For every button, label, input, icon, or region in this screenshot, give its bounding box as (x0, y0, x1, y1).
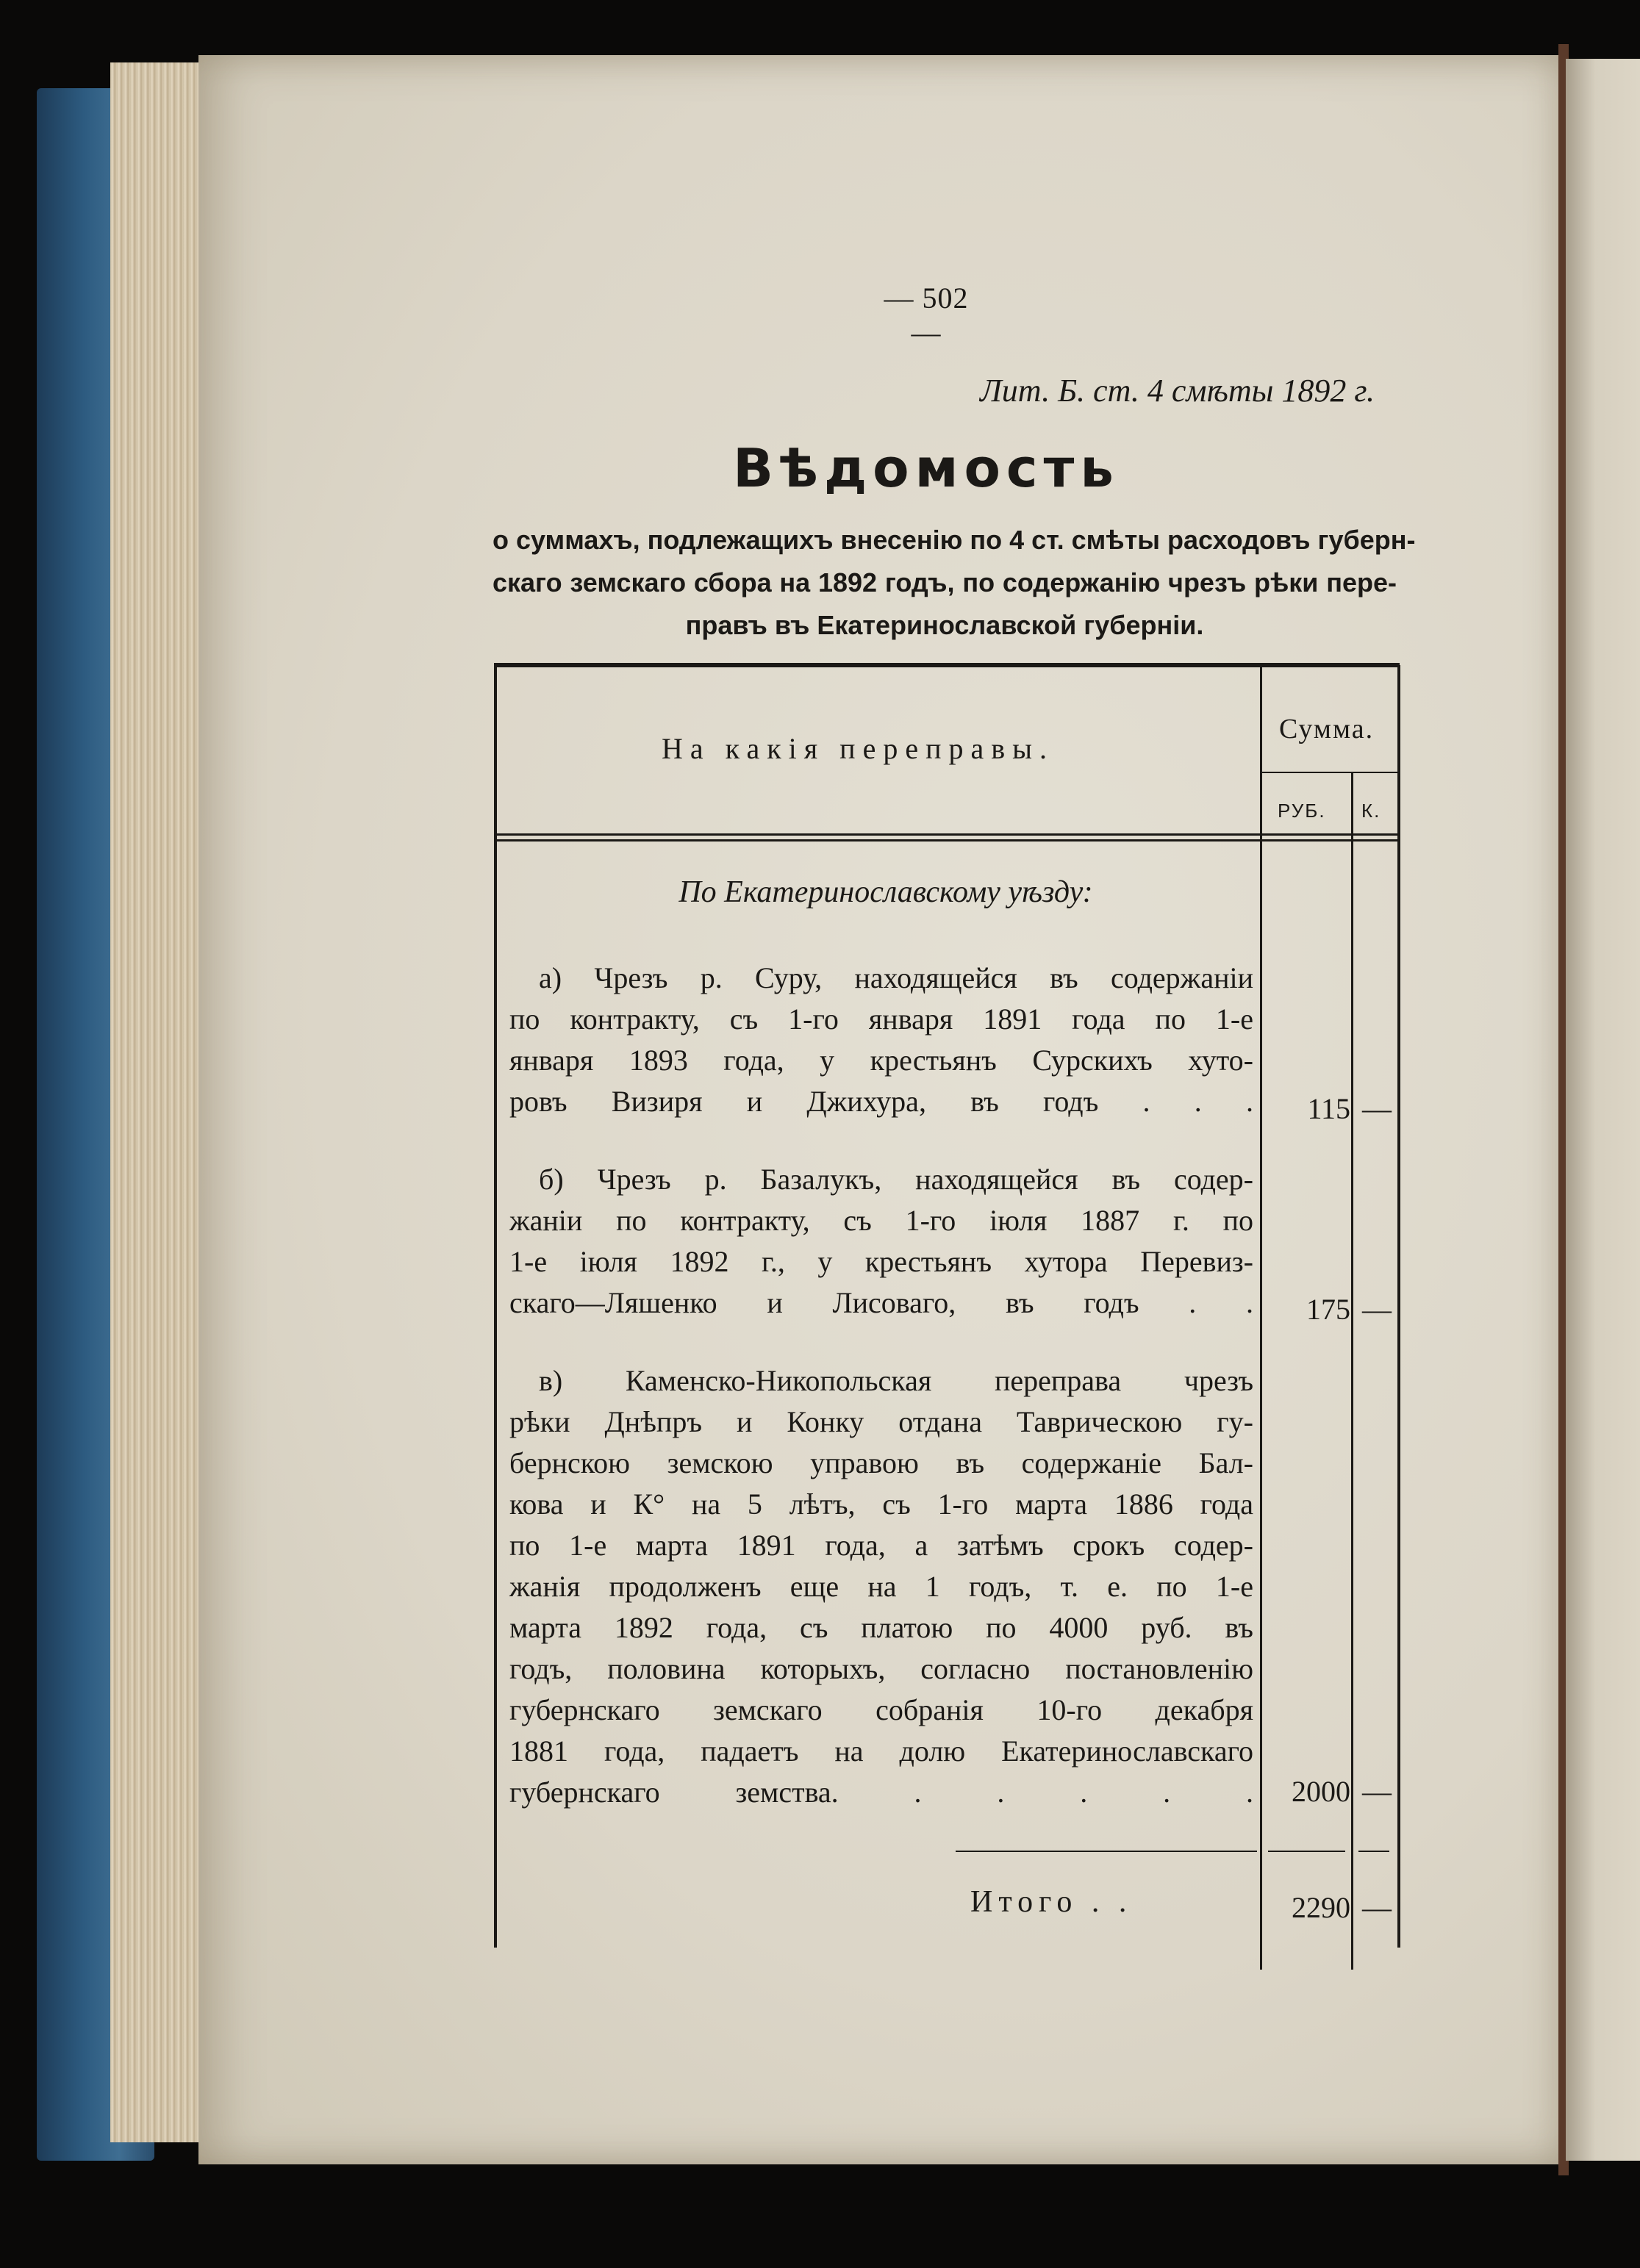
header-double-rule-bottom (494, 839, 1400, 841)
entry-b-line: скаго—Ляшенко и Лисоваго, въ годъ . . (509, 1286, 1253, 1319)
entry-b-line: 1-е іюля 1892 г., у крестьянъ хутора Перевиз- (509, 1245, 1253, 1278)
total-line-rule (956, 1851, 1257, 1852)
entry-c-line: бернскою земскою управою въ содержаніе Бал- (509, 1446, 1253, 1479)
entry-c-line: по 1-е марта 1891 года, а затѣмъ срокъ содер- (509, 1529, 1253, 1562)
total-kop-rule (1358, 1851, 1389, 1852)
entry-a-kop: — (1362, 1092, 1392, 1125)
entry-b-kop: — (1362, 1293, 1392, 1326)
entry-c-line: марта 1892 года, съ платою по 4000 руб. въ (509, 1611, 1253, 1644)
column-header-crossings: На какія переправы. (662, 732, 1055, 765)
subtitle-line: о суммахъ, подлежащихъ внесенію по 4 ст. смѣты расходовъ губерн- (493, 525, 1416, 555)
entry-a-line: января 1893 года, у крестьянъ Сурскихъ хуто- (509, 1044, 1253, 1077)
table-top-rule (494, 663, 1400, 667)
facing-page-edge (1566, 59, 1640, 2161)
sum-subheader-rule (1260, 772, 1400, 773)
entry-c-line: в) Каменско-Никопольская переправа чрезъ (539, 1364, 1253, 1397)
entry-a-line: по контракту, съ 1-го января 1891 года по 1-е (509, 1002, 1253, 1036)
entry-b-line: б) Чрезъ р. Базалукъ, находящейся въ содер- (539, 1163, 1253, 1196)
table-right-rule (1397, 665, 1400, 1948)
entry-c-kop: — (1362, 1775, 1392, 1808)
subtitle-line: скаго земскаго сбора на 1892 годъ, по содержанію чрезъ рѣки пере- (493, 567, 1397, 597)
total-rub-rule (1268, 1851, 1345, 1852)
column-header-sum: Сумма. (1279, 714, 1375, 744)
entry-c-line: 1881 года, падаетъ на долю Екатеринославскаго (509, 1734, 1253, 1768)
subtitle-line: правъ въ Екатеринославской губерніи. (685, 610, 1204, 640)
district-heading: По Екатеринославскому уѣзду: (678, 875, 1093, 909)
budget-reference: Лит. Б. ст. 4 смѣты 1892 г. (979, 373, 1375, 409)
total-rub: 2290 (1292, 1891, 1350, 1924)
entry-c-line: рѣки Днѣпръ и Конку отдана Таврическою гу- (509, 1405, 1253, 1438)
entry-b-line: жаніи по контракту, съ 1-го іюля 1887 г. по (509, 1204, 1253, 1237)
entry-a-rub: 115 (1307, 1092, 1350, 1125)
entry-c-line: кова и К° на 5 лѣтъ, съ 1-го марта 1886 года (509, 1488, 1253, 1521)
table-kop-rule (1351, 772, 1353, 1970)
document-title: Вѣдомость (733, 437, 1120, 499)
column-header-kop: К. (1361, 800, 1381, 822)
entry-a-line: а) Чрезъ р. Суру, находящейся въ содержаніи (539, 961, 1253, 994)
entry-c-line: жанія продолженъ еще на 1 годъ, т. е. по 1-е (509, 1570, 1253, 1603)
total-label: Итого . . (970, 1885, 1133, 1919)
total-kop: — (1362, 1891, 1392, 1924)
entry-a-line: ровъ Визиря и Джихура, въ годъ . . . (509, 1085, 1253, 1118)
entry-c-rub: 2000 (1292, 1775, 1350, 1808)
header-double-rule-top (494, 833, 1400, 836)
column-header-rub: РУБ. (1278, 800, 1326, 822)
entry-c-line: губернскаго земскаго собранія 10-го декабря (509, 1693, 1253, 1726)
page-number: — 502 — (884, 281, 969, 349)
entry-b-rub: 175 (1306, 1293, 1350, 1326)
entry-c-line: годъ, половина которыхъ, согласно постановленію (509, 1652, 1253, 1685)
entry-c-line: губернскаго земства. . . . . . (509, 1776, 1253, 1809)
table-left-rule (494, 665, 497, 1948)
